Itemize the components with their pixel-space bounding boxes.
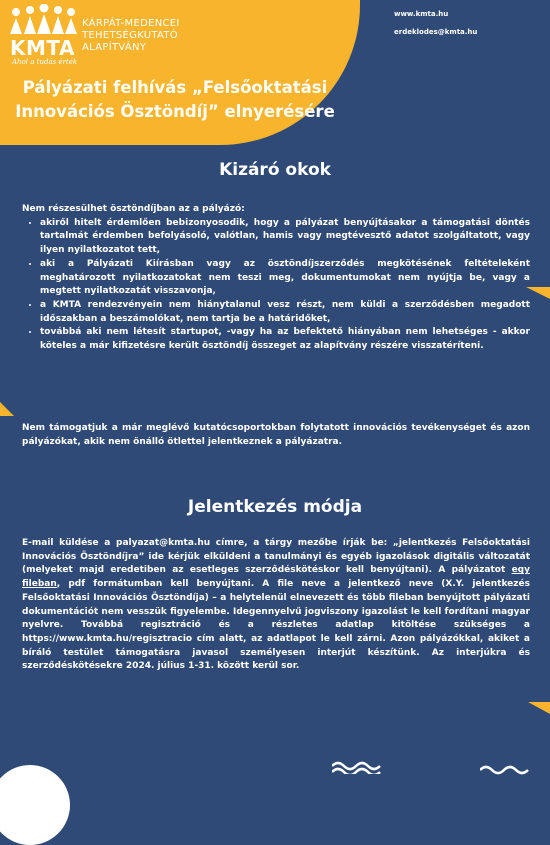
logo-slogan: Ahol a tudás érték [12,58,78,66]
decorative-triangle [528,702,550,714]
exclusion-item: • akiről hitelt érdemlően bebizonyosodik, hogy a pályázat benyújtásakor a támogatási döntés tartalmát érdemben befolyásoló, valótlan, hamis vagy megtévesztő adatot szolgáltatott, vagy ilyen nyilatkozatot tett, [40,217,530,258]
application-text-part1: E-mail küldése a palyazat@kmta.hu címre, a tárgy mezőbe írják be: „jelentkezés Felsőoktatási Innovációs Ösztöndíjra” ide kérjük elküldeni a tanulmányi és egyéb igazolások digitális változatát (melyeket majd eredetiben az esetleges szerződéskötéskor kell benyújtani). A pályázatot [22,538,530,576]
kmta-logo [6,2,206,64]
email-link[interactable]: erdeklodes@kmta.hu [394,28,478,36]
foundation-name [82,18,180,54]
exclusions-heading: Kizáró okok [219,160,331,180]
foundation-name-line3: ALAPÍTVÁNY [82,42,147,53]
exclusion-item: • a KMTA rendezvényein nem hiánytalanul vesz részt, nem küldi a szerződésben megadott időszakban a beszámolókat, nem tartja be a határidőket, [40,299,530,326]
exclusion-item: • továbbá aki nem létesít startupot, -vagy ha az befektető hiányában nem lehetséges - akkor köteles a már kifizetésre került ösztöndíj összeget az alapítvány részére visszatéríteni. [40,326,530,353]
foundation-name-line2: TEHETSÉGKUTATÓ [82,30,178,41]
exclusion-item: • aki a Pályázati Kiírásban vagy az ösztöndíjszerződés megkötésének feltételeként meghatározott nyilatkozatokat nem teszi meg, dokumentumokat nem nyújtja be, vagy a megtett nyilatkozatát visszavonja, [40,258,530,299]
decorative-circle [0,765,70,845]
exclusions-intro: Nem részesülhet ösztöndíjban az a pályázó: [22,204,245,214]
application-text-part2: , pdf formátumban kell benyújtani. A file neve a jelentkező neve (X.Y. jelentkezés Felsőoktatási Innovációs Ösztöndíja) – a helytelenül elnevezett és több fileban benyújtott pályázati dokumentációt nem vesszük figyelembe. Idegennyelvű jogviszony igazolást le kell fordítani magyar nyelvre. Továbbá regisztráció és a részletes adatlap kitöltése szükséges a https://www.kmta.hu/regisztracio cím alatt, az adatlapot le kell zárni. Azon pályázókkal, akiket a bíráló testület támogatásra javasol személyesen interjút készítünk. Az interjúkra és szerződéskötésekre 2024. július 1-31. között kerül sor. [22,579,530,672]
page-title-line1: Pályázati felhívás „Felsőoktatási [22,78,328,97]
page-title [0,76,350,124]
website-link[interactable]: www.kmta.hu [394,10,449,18]
page-title-line2: Innovációs Ösztöndíj” elnyerésére [15,102,335,121]
people-logo-icon [8,4,78,38]
application-text [22,537,530,674]
single-file-emphasis: egy fileban [22,565,530,590]
exclusions-note: Nem támogatjuk a már meglévő kutatócsoportokban folytatott innovációs tevékenységet és azon pályázókat, akik nem önálló ötlettel jelentkeznek a pályázatra. [22,423,530,447]
application-heading: Jelentkezés módja [187,497,363,517]
decorative-triangle [0,402,14,416]
decorative-triangle [526,287,550,299]
logo-acronym: KMTA [10,36,75,60]
wave-decoration-icon [480,764,530,776]
foundation-name-line1: KÁRPÁT-MEDENCEI [82,18,180,29]
wave-decoration-icon [332,760,382,774]
exclusions-list [22,217,530,354]
exclusions-section [22,203,530,354]
